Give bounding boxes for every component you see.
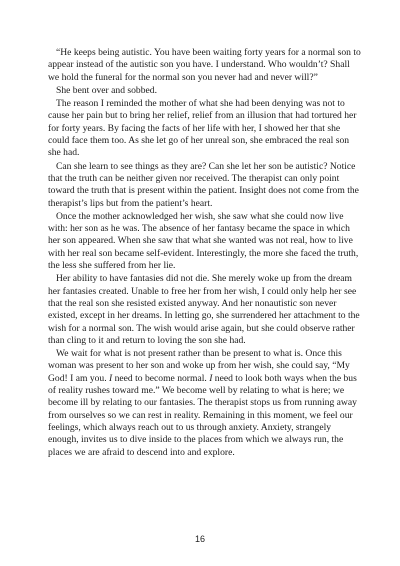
- paragraph-7-text-1: We wait for what is not present rather than be present to what is. Once this woman was present to her son and woke up from her wish, she could say, “My God! I am you.: [48, 348, 350, 384]
- paragraph-4: Can she learn to see things as they are? Can she let her son be autistic? Notice that the truth can be neither given nor received. The therapist can only point toward the truth that is present within the patient. Insight does not come from the therapist’s lips but from the patient’s heart.: [48, 160, 359, 209]
- page-number: 16: [194, 534, 205, 544]
- paragraph-7-emphasis-2: I: [209, 372, 213, 384]
- paragraph-5: Once the mother acknowledged her wish, she saw what she could now live with: her son as he was. The absence of her fantasy became the space in which her son appeared. When she saw that what she wanted was not real, how to live with her real son became self-evident. Interestingly, the more she faced the truth, the less she suffered from her lie.: [48, 210, 359, 272]
- paragraph-7-text-3: need to look both ways when the bus of reality rushes toward me.” We become well by relating to what is here; we become ill by relating to our fantasies. The therapist stops us from running away from ourselves so we can rest in reality. Remaining in this moment, we feel our feelings, which always reach out to us through anxiety. Anxiety, strangely enough, invites us to dive inside to the places from which we always run, the places we are afraid to descend into and explore.: [48, 372, 357, 458]
- paragraph-7-emphasis-1: I: [109, 372, 113, 384]
- paragraph-2: She bent over and sobbed.: [56, 84, 157, 96]
- paragraph-1: “He keeps being autistic. You have been waiting forty years for a normal son to appear instead of the autistic son you have. I understand. Who wouldn’t? Shall we hold the funeral for the normal son you never had and never will?”: [48, 47, 361, 83]
- paragraph-3: The reason I reminded the mother of what she had been denying was not to cause her pain but to bring her relief, relief from an illusion that had tortured her for forty years. By facing the facts of her life with her, I showed her that she could face them too. As she let go of her unreal son, she embraced the real son she had.: [48, 98, 357, 159]
- paragraph-7: [48, 348, 362, 459]
- page-body: [48, 47, 362, 459]
- paragraph-6: Her ability to have fantasies did not die. She merely woke up from the dream her fantasies created. Unable to free her from her wish, I could only help her see that the real son she resisted existed anyway. And her nonautistic son never existed, except in her dreams. In letting go, she surrendered her attachment to the wish for a normal son. The wish would arise again, but she could observe rather than cling to it and return to loving the son she had.: [48, 273, 360, 346]
- paragraph-7-text-2: need to become normal.: [112, 372, 210, 384]
